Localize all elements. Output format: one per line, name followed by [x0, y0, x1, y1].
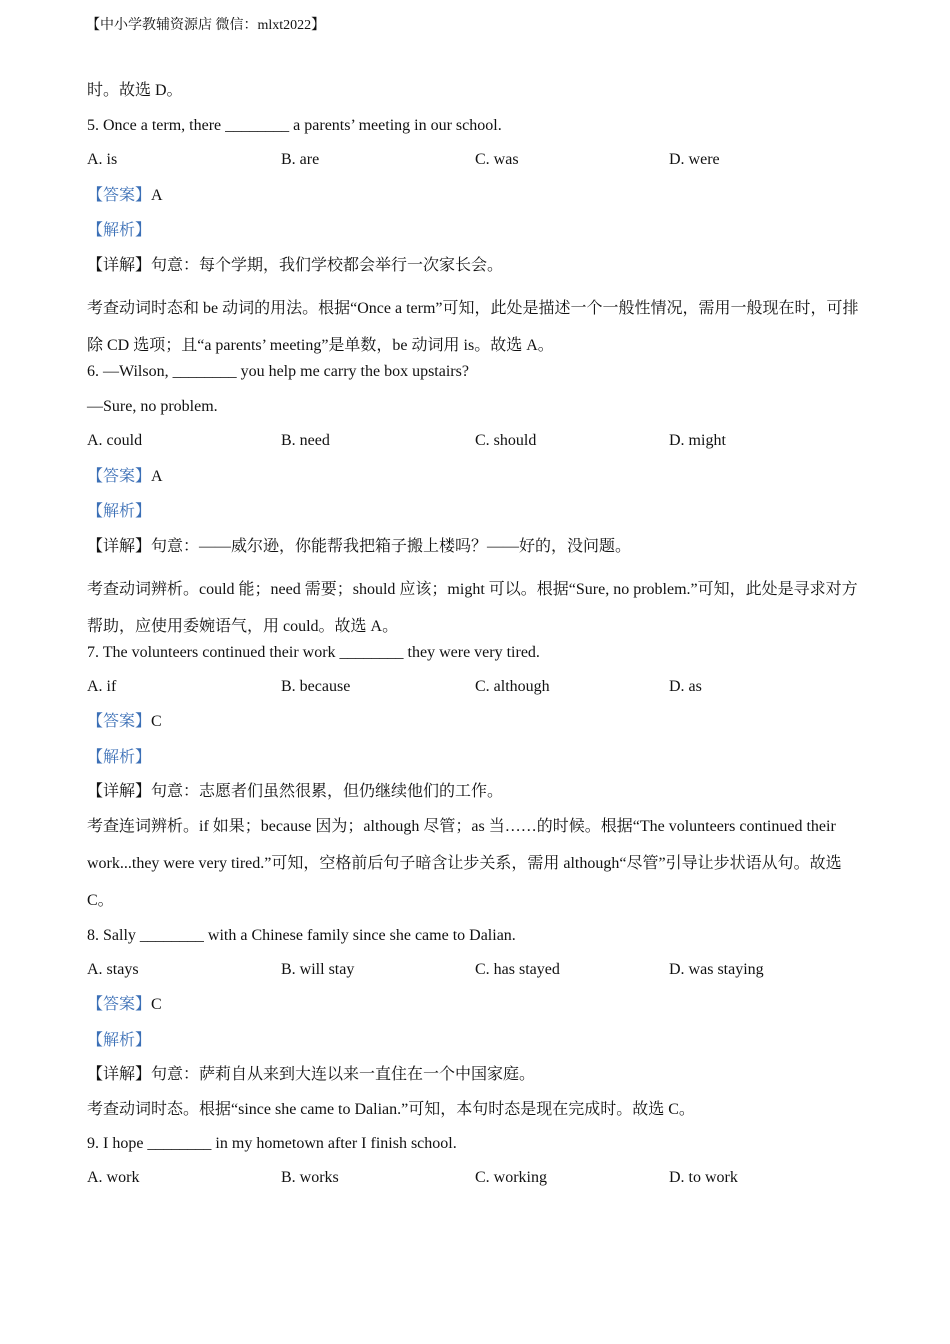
question-6-analysis-label: 【解析】	[87, 503, 152, 520]
option-c: C. should	[475, 432, 537, 449]
option-c: C. working	[475, 1169, 547, 1186]
question-7-answer	[87, 712, 162, 732]
option-b: B. are	[281, 151, 320, 168]
option-a: A. if	[87, 678, 117, 695]
answer-label: 【答案】	[87, 996, 152, 1013]
option-c: C. has stayed	[475, 961, 560, 978]
question-5-explanation: 考查动词时态和 be 动词的用法。根据“Once a term”可知，此处是描述一个一般性情况，需用一般现在时，可排除 CD 选项；且“a parents’ meeting”是单数，be 动词用 is。故选 A。	[87, 300, 859, 354]
option-a: A. is	[87, 151, 118, 168]
question-8-answer	[87, 995, 162, 1015]
question-7-detail: 【详解】句意：志愿者们虽然很累，但仍继续他们的工作。	[87, 783, 504, 800]
option-b: B. because	[281, 678, 351, 695]
question-6-options	[87, 432, 867, 452]
question-6-detail: 【详解】句意：——威尔逊，你能帮我把箱子搬上楼吗？——好的，没问题。	[87, 538, 632, 555]
question-5-answer	[87, 186, 163, 206]
question-6-explanation: 考查动词辨析。could 能；need 需要；should 应该；might 可以。根据“Sure, no problem.”可知，此处是寻求对方帮助，应使用委婉语气，用 could。故选 A。	[87, 581, 858, 635]
option-b: B. need	[281, 432, 330, 449]
previous-tail-text: 时。故选 D。	[87, 82, 183, 99]
question-8-options	[87, 961, 867, 981]
question-8-analysis-label: 【解析】	[87, 1032, 152, 1049]
option-c: C. although	[475, 678, 550, 695]
answer-value: C	[151, 713, 162, 730]
answer-label: 【答案】	[87, 187, 152, 204]
question-7-analysis-label: 【解析】	[87, 749, 152, 766]
answer-value: A	[151, 468, 163, 485]
question-7-stem: 7. The volunteers continued their work ________ they were very tired.	[87, 644, 540, 661]
question-9-stem: 9. I hope ________ in my hometown after I finish school.	[87, 1135, 457, 1152]
option-a: A. stays	[87, 961, 139, 978]
option-a: A. could	[87, 432, 143, 449]
question-8-explanation: 考查动词时态。根据“since she came to Dalian.”可知，本句时态是现在完成时。故选 C。	[87, 1101, 695, 1118]
answer-value: C	[151, 996, 162, 1013]
question-5-analysis-label: 【解析】	[87, 222, 152, 239]
option-b: B. will stay	[281, 961, 355, 978]
option-d: D. was staying	[669, 961, 764, 978]
answer-label: 【答案】	[87, 713, 152, 730]
page-header: 【中小学教辅资源店 微信：mlxt2022】	[86, 18, 326, 33]
answer-value: A	[151, 187, 163, 204]
question-8-stem: 8. Sally ________ with a Chinese family since she came to Dalian.	[87, 927, 516, 944]
question-5-stem: 5. Once a term, there ________ a parents’ meeting in our school.	[87, 117, 502, 134]
option-b: B. works	[281, 1169, 339, 1186]
question-6-answer	[87, 467, 163, 487]
option-d: D. were	[669, 151, 720, 168]
question-5-detail: 【详解】句意：每个学期，我们学校都会举行一次家长会。	[87, 257, 504, 274]
question-6-reply: —Sure, no problem.	[87, 398, 218, 415]
question-6-stem: 6. —Wilson, ________ you help me carry the box upstairs?	[87, 363, 469, 380]
option-c: C. was	[475, 151, 519, 168]
option-a: A. work	[87, 1169, 140, 1186]
question-8-detail: 【详解】句意：萨莉自从来到大连以来一直住在一个中国家庭。	[87, 1066, 536, 1083]
question-7-explanation: 考查连词辨析。if 如果；because 因为；although 尽管；as 当……的时候。根据“The volunteers continued their work...they were very tired.”可知，空格前后句子暗含让步关系，需用 although“尽管”引导让步状语从句。故选 C。	[87, 818, 842, 909]
question-5-options	[87, 151, 867, 171]
question-9-options	[87, 1169, 867, 1189]
option-d: D. as	[669, 678, 702, 695]
answer-label: 【答案】	[87, 468, 152, 485]
option-d: D. might	[669, 432, 726, 449]
option-d: D. to work	[669, 1169, 738, 1186]
question-7-options	[87, 678, 867, 698]
